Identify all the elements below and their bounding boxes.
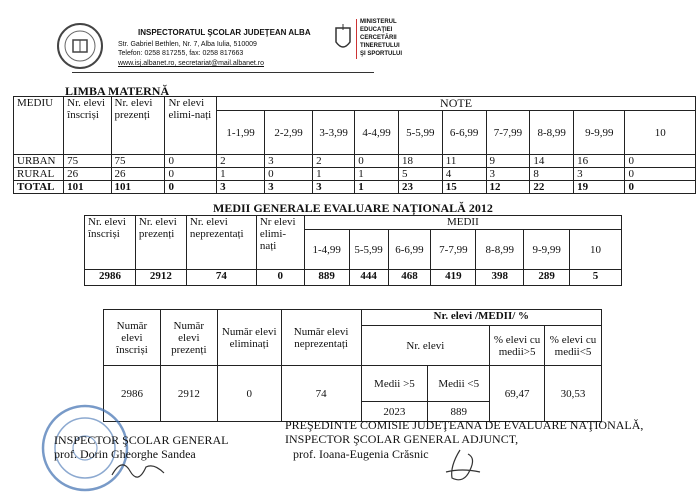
cell: 23 (398, 181, 442, 194)
medii-generale-table (84, 215, 622, 286)
medii-range: 6-6,99 (388, 230, 431, 270)
medii-range: 9-9,99 (524, 230, 570, 270)
cell: 22 (530, 181, 574, 194)
table-row (85, 270, 622, 286)
cell: 26 (111, 168, 165, 181)
grade-range: 7-7,99 (486, 111, 530, 155)
cell: 1 (217, 168, 265, 181)
signature-right (440, 448, 485, 488)
ministry-name: MINISTERUL EDUCAŢIEI CERCETĂRII TINERETULUI ŞI SPORTULUI (360, 19, 403, 57)
cell: 3 (574, 168, 625, 181)
table-row (14, 155, 696, 168)
cell: 0 (625, 155, 696, 168)
h-medii-gt5: Medii >5 (361, 366, 428, 402)
cell: 101 (111, 181, 165, 194)
grade-range: 5-5,99 (398, 111, 442, 155)
medii-range: 10 (570, 230, 622, 270)
cell: 0 (217, 366, 281, 422)
table2-title: MEDII GENERALE EVALUARE NAȚIONALĂ 2012 (213, 201, 493, 215)
cell: 2 (217, 155, 265, 168)
cell: 1 (313, 168, 355, 181)
h-prezenti: Nr. elevi prezenți (135, 216, 186, 270)
h-inscrisi: Nr. elevi înscriși (64, 97, 111, 155)
table-row (14, 168, 696, 181)
cell: 2 (313, 155, 355, 168)
cell: 0 (165, 155, 217, 168)
grade-range: 4-4,99 (355, 111, 399, 155)
header-phone: Telefon: 0258 817255, fax: 0258 817663 (118, 50, 244, 57)
cell: 2912 (160, 366, 217, 422)
cell: 9 (486, 155, 530, 168)
cell: 2986 (104, 366, 161, 422)
grade-range: 8-8,99 (530, 111, 574, 155)
medii-range: 1-4,99 (304, 230, 349, 270)
signature-left (110, 453, 170, 483)
cell: 3 (486, 168, 530, 181)
cell: 3 (217, 181, 265, 194)
cell: 889 (304, 270, 349, 286)
h-note: NOTE (217, 97, 696, 111)
right-sign-title1: PREŞEDINTE COMISIE JUDEŢEANA DE EVALUARE NAŢIONALĂ, (285, 418, 644, 432)
cell: 0 (625, 181, 696, 194)
limba-materna-table (13, 96, 696, 194)
ministry-crest-icon (333, 22, 353, 54)
cell: 15 (442, 181, 486, 194)
cell: 2023 (361, 402, 428, 422)
cell: 74 (281, 366, 361, 422)
right-sign-name: prof. Ioana-Eugenia Crăsnic (293, 447, 429, 461)
left-sign-name: prof. Dorin Gheorghe Sandea (54, 447, 196, 461)
cell: 69,47 (490, 366, 545, 422)
medii-range: 8-8,99 (476, 230, 524, 270)
grade-range: 3-3,99 (313, 111, 355, 155)
cell: 101 (64, 181, 111, 194)
h-eliminati: Nr elevi elimi-nați (256, 216, 304, 270)
cell: 1 (355, 181, 399, 194)
h-neprezentati: Nr. elevi neprezentați (186, 216, 256, 270)
header-web: www.isj.albanet.ro, secretariat@mail.albanet.ro (118, 60, 265, 67)
grade-range: 2-2,99 (265, 111, 313, 155)
cell: 3 (265, 181, 313, 194)
cell: 11 (442, 155, 486, 168)
h-medii: MEDII (304, 216, 621, 230)
h-mediu: MEDIU (14, 97, 64, 155)
header-address: Str. Gabriel Bethlen, Nr. 7, Alba Iulia, 510009 (118, 41, 257, 48)
medii-range: 5-5,99 (349, 230, 388, 270)
cell: 19 (574, 181, 625, 194)
inspectorate-name: INSPECTORATUL ŞCOLAR JUDEŢEAN ALBA (138, 28, 311, 37)
cell: 2986 (85, 270, 136, 286)
cell: 0 (256, 270, 304, 286)
cell: 5 (398, 168, 442, 181)
h-pct-lt5: % elevi cu medii<5 (545, 326, 602, 366)
cell: 75 (111, 155, 165, 168)
h-eliminati: Număr elevi eliminați (217, 310, 281, 366)
table-row-total (14, 181, 696, 194)
cell: 468 (388, 270, 431, 286)
cell: 0 (355, 155, 399, 168)
left-sign-title: INSPECTOR ŞCOLAR GENERAL (54, 433, 229, 447)
h-group: Nr. elevi /MEDII/ % (361, 310, 601, 326)
medii-range: 7-7,99 (431, 230, 476, 270)
inspectorate-logo (56, 22, 104, 70)
h-eliminati: Nr elevi elimi-nați (165, 97, 217, 155)
cell: 1 (355, 168, 399, 181)
cell: 16 (574, 155, 625, 168)
cell: 889 (428, 402, 490, 422)
grade-range: 9-9,99 (574, 111, 625, 155)
table1-title: LIMBA MATERNĂ (65, 84, 170, 98)
cell: 2912 (135, 270, 186, 286)
cell: 0 (625, 168, 696, 181)
cell: 398 (476, 270, 524, 286)
cell: 4 (442, 168, 486, 181)
h-prezenti: Nr. elevi prezenți (111, 97, 165, 155)
cell: 74 (186, 270, 256, 286)
cell: 30,53 (545, 366, 602, 422)
cell: 14 (530, 155, 574, 168)
cell: 18 (398, 155, 442, 168)
h-medii-lt5: Medii <5 (428, 366, 490, 402)
cell: 26 (64, 168, 111, 181)
cell: 3 (265, 155, 313, 168)
h-inscrisi: Nr. elevi înscriși (85, 216, 136, 270)
mediu-cell: TOTAL (14, 181, 64, 194)
right-sign-title2: INSPECTOR ŞCOLAR GENERAL ADJUNCT, (285, 432, 519, 446)
grade-range: 6-6,99 (442, 111, 486, 155)
header-rule (72, 72, 374, 73)
cell: 289 (524, 270, 570, 286)
h-neprezentati: Număr elevi neprezentați (281, 310, 361, 366)
grade-range: 10 (625, 111, 696, 155)
mediu-cell: RURAL (14, 168, 64, 181)
h-nr-elevi: Nr. elevi (361, 326, 490, 366)
cell: 8 (530, 168, 574, 181)
cell: 12 (486, 181, 530, 194)
cell: 0 (165, 168, 217, 181)
cell: 75 (64, 155, 111, 168)
h-inscrisi: Număr elevi înscriși (104, 310, 161, 366)
grade-range: 1-1,99 (217, 111, 265, 155)
cell: 0 (165, 181, 217, 194)
table-row (104, 366, 602, 402)
cell: 419 (431, 270, 476, 286)
cell: 444 (349, 270, 388, 286)
cell: 3 (313, 181, 355, 194)
h-prezenti: Număr elevi prezenți (160, 310, 217, 366)
summary-table (103, 309, 602, 422)
cell: 0 (265, 168, 313, 181)
h-pct-gt5: % elevi cu medii>5 (490, 326, 545, 366)
cell: 5 (570, 270, 622, 286)
mediu-cell: URBAN (14, 155, 64, 168)
ministry-divider (356, 19, 357, 59)
